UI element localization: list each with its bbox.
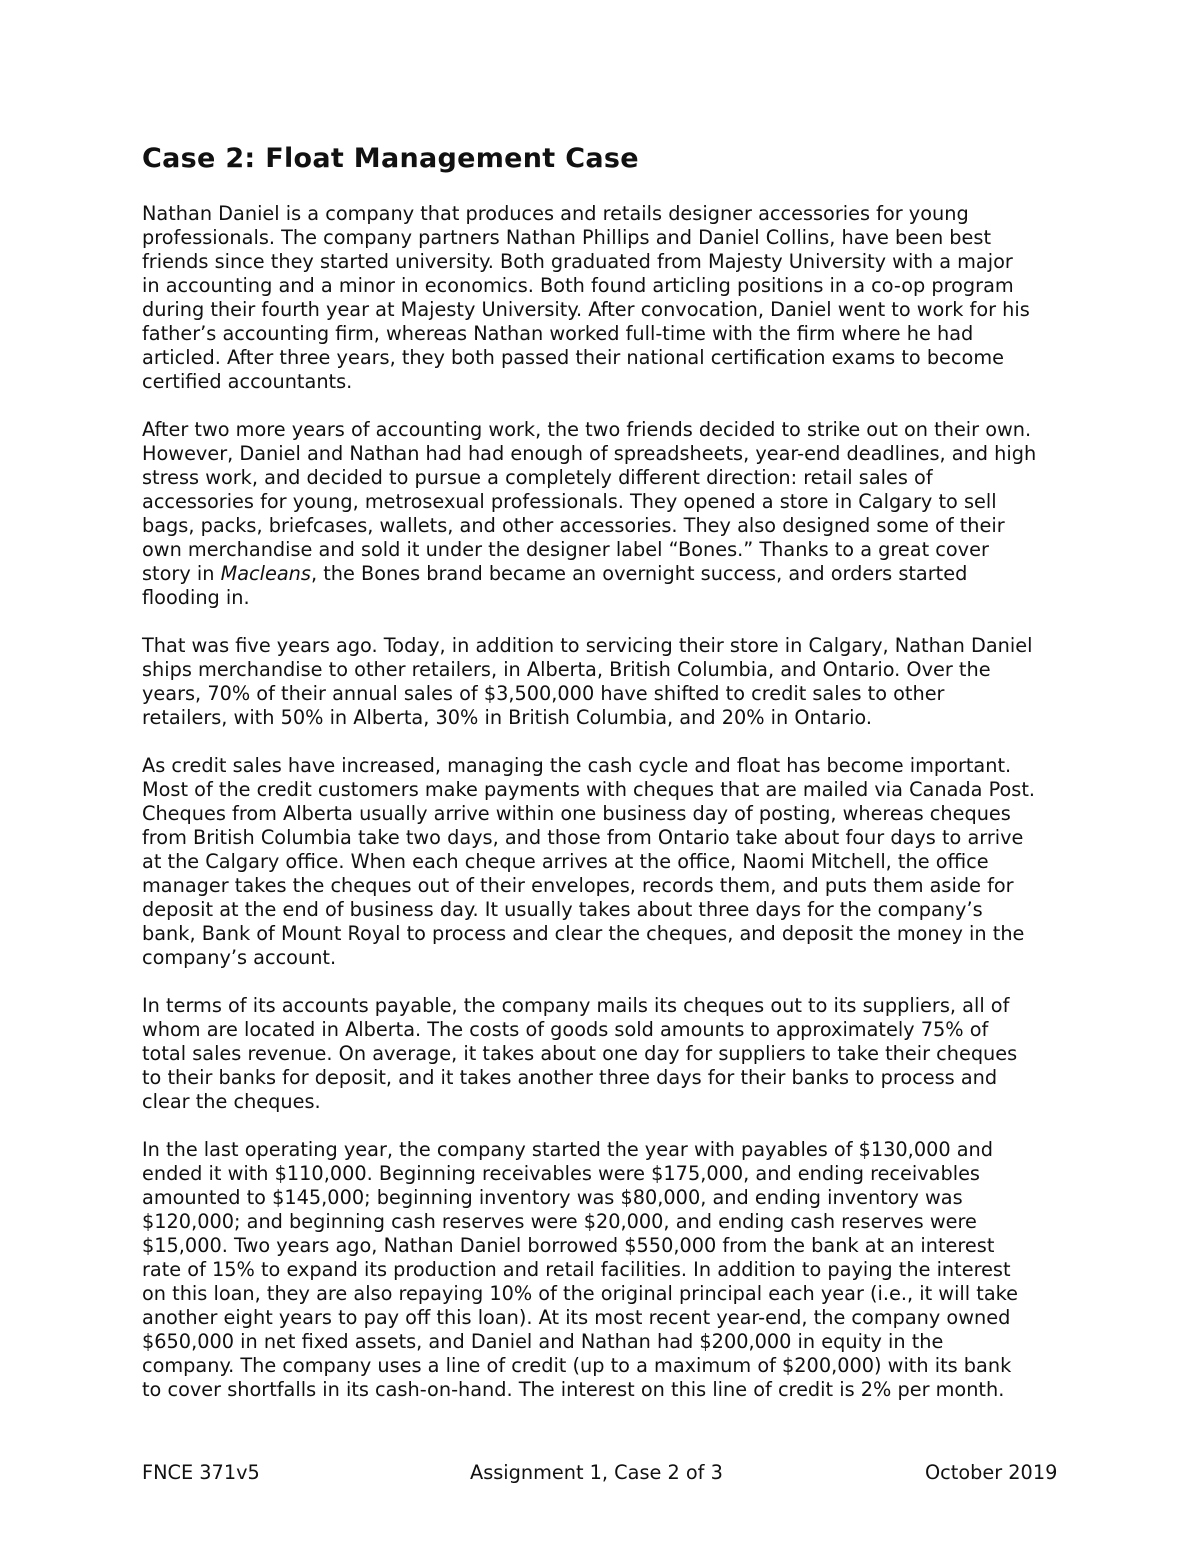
paragraph [142, 418, 1072, 610]
paragraph-line: from British Columbia take two days, and those from Ontario take about four days to arrive [142, 826, 1024, 849]
paragraph-line: After two more years of accounting work, the two friends decided to strike out on their own. [142, 418, 1032, 441]
page-title: Case 2: Float Management Case [142, 143, 639, 174]
paragraph [142, 994, 1072, 1114]
paragraph-line: company’s account. [142, 946, 337, 969]
paragraph [142, 754, 1072, 970]
paragraph-line: on this loan, they are also repaying 10% of the original principal each year (i.e., it will take [142, 1282, 1018, 1305]
paragraph-line: articled. After three years, they both passed their national certification exams to become [142, 346, 1004, 369]
paragraph-line: during their fourth year at Majesty University. After convocation, Daniel went to work for his [142, 298, 1030, 321]
paragraph-line: own merchandise and sold it under the designer label “Bones.” Thanks to a great cover [142, 538, 989, 561]
paragraph-line: $15,000. Two years ago, Nathan Daniel borrowed $550,000 from the bank at an interest [142, 1234, 995, 1257]
paragraph-line: at the Calgary office. When each cheque arrives at the office, Naomi Mitchell, the office [142, 850, 989, 873]
paragraph [142, 634, 1072, 730]
paragraph-line: $650,000 in net fixed assets, and Daniel and Nathan had $200,000 in equity in the [142, 1330, 944, 1353]
paragraph [142, 202, 1072, 394]
paragraph-line: to their banks for deposit, and it takes another three days for their banks to process and [142, 1066, 998, 1089]
paragraph-line: certified accountants. [142, 370, 353, 393]
line-text: , the Bones brand became an overnight success, and orders started [310, 562, 968, 585]
footer-date: October 2019 [925, 1461, 1058, 1484]
paragraph-line: bank, Bank of Mount Royal to process and clear the cheques, and deposit the money in the [142, 922, 1025, 945]
paragraph-line: retailers, with 50% in Alberta, 30% in British Columbia, and 20% in Ontario. [142, 706, 873, 729]
paragraph-line: in accounting and a minor in economics. Both found articling positions in a co-op program [142, 274, 1014, 297]
paragraph-line: manager takes the cheques out of their envelopes, records them, and puts them aside for [142, 874, 1014, 897]
paragraph-line: However, Daniel and Nathan had had enough of spreadsheets, year-end deadlines, and high [142, 442, 1037, 465]
publication-title: Macleans [220, 562, 311, 585]
line-text: story in [142, 562, 221, 585]
paragraph-line: deposit at the end of business day. It usually takes about three days for the company’s [142, 898, 983, 921]
paragraph-line: to cover shortfalls in its cash-on-hand. The interest on this line of credit is 2% per month. [142, 1378, 1005, 1401]
paragraph-line: friends since they started university. Both graduated from Majesty University with a major [142, 250, 1013, 273]
footer-assignment: Assignment 1, Case 2 of 3 [470, 1461, 723, 1484]
paragraph-line: company. The company uses a line of credit (up to a maximum of $200,000) with its bank [142, 1354, 1012, 1377]
paragraph-line: Nathan Daniel is a company that produces and retails designer accessories for young [142, 202, 969, 225]
paragraph-line: In the last operating year, the company started the year with payables of $130,000 and [142, 1138, 994, 1161]
paragraph-line: bags, packs, briefcases, wallets, and other accessories. They also designed some of their [142, 514, 1005, 537]
paragraph-line: amounted to $145,000; beginning inventory was $80,000, and ending inventory was [142, 1186, 963, 1209]
paragraph-line: years, 70% of their annual sales of $3,500,000 have shifted to credit sales to other [142, 682, 945, 705]
footer-course-code: FNCE 371v5 [142, 1461, 260, 1484]
paragraph-line: That was five years ago. Today, in addition to servicing their store in Calgary, Nathan Daniel [142, 634, 1033, 657]
paragraph-line: ended it with $110,000. Beginning receivables were $175,000, and ending receivables [142, 1162, 980, 1185]
paragraph-line: father’s accounting firm, whereas Nathan worked full-time with the firm where he had [142, 322, 974, 345]
paragraph-line: rate of 15% to expand its production and retail facilities. In addition to paying the interest [142, 1258, 1011, 1281]
paragraph-line: clear the cheques. [142, 1090, 321, 1113]
paragraph-line: professionals. The company partners Nathan Phillips and Daniel Collins, have been best [142, 226, 992, 249]
paragraph-line: $120,000; and beginning cash reserves were $20,000, and ending cash reserves were [142, 1210, 977, 1233]
paragraph-line: whom are located in Alberta. The costs of goods sold amounts to approximately 75% of [142, 1018, 989, 1041]
paragraph-line: ships merchandise to other retailers, in Alberta, British Columbia, and Ontario. Over the [142, 658, 991, 681]
paragraph-line: total sales revenue. On average, it takes about one day for suppliers to take their cheques [142, 1042, 1018, 1065]
paragraph-line: stress work, and decided to pursue a completely different direction: retail sales of [142, 466, 933, 489]
paragraph-line: Most of the credit customers make payments with cheques that are mailed via Canada Post. [142, 778, 1036, 801]
paragraph-line: flooding in. [142, 586, 250, 609]
paragraph-line: Cheques from Alberta usually arrive within one business day of posting, whereas cheques [142, 802, 1011, 825]
paragraph [142, 1138, 1072, 1402]
paragraph-line: another eight years to pay off this loan). At its most recent year-end, the company owned [142, 1306, 1011, 1329]
paragraph-line [142, 562, 1072, 586]
paragraph-line: In terms of its accounts payable, the company mails its cheques out to its suppliers, all of [142, 994, 1010, 1017]
paragraph-line: As credit sales have increased, managing the cash cycle and float has become important. [142, 754, 1012, 777]
paragraph-line: accessories for young, metrosexual professionals. They opened a store in Calgary to sell [142, 490, 997, 513]
document-body [142, 202, 1072, 1426]
